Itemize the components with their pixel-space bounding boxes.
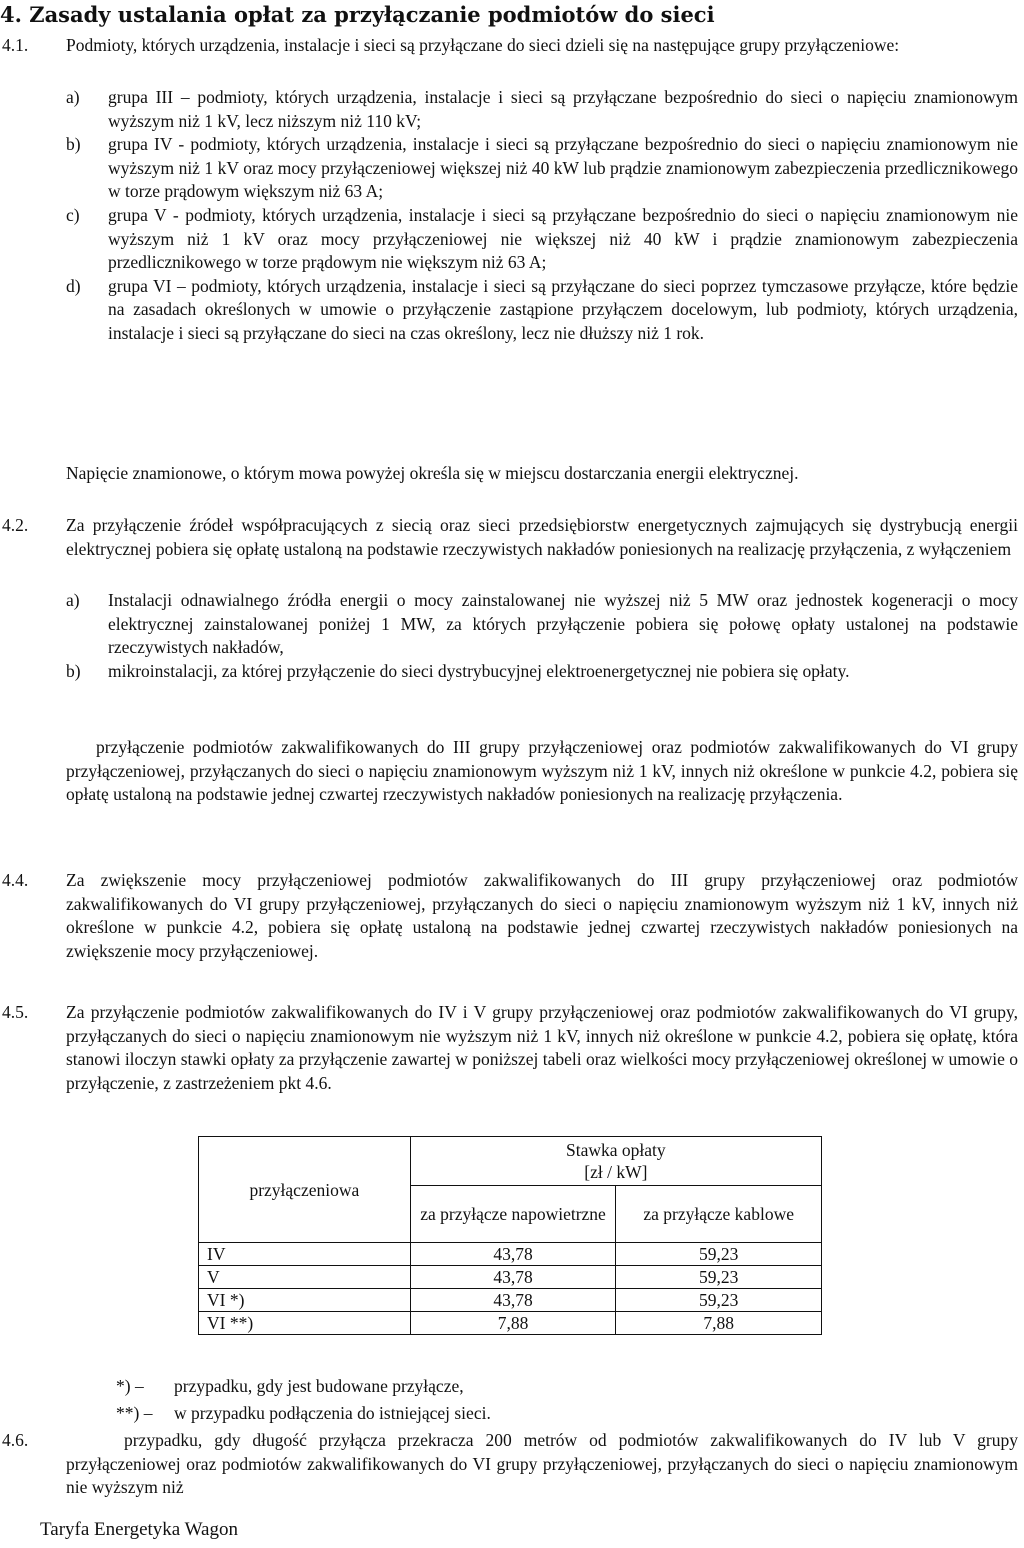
section-4-2-intro: Za przyłączenie źródeł współpracujących z siecią oraz sieci przedsiębiorstw energetycznych zajmujących się dystrybucją energii elektrycznej pobiera się opłatę ustaloną na podstawie rzeczywistych nakładów poniesionych na realizację przyłączenia, z wyłączeniem: [66, 515, 1018, 559]
list-marker: c): [66, 204, 80, 225]
cell-cable: 7,88: [616, 1312, 822, 1335]
column-header-overhead: za przyłącze napowietrzne: [410, 1186, 616, 1243]
cell-group: V: [199, 1266, 411, 1289]
section-number-4-2: 4.2.: [2, 515, 29, 535]
table-row: [199, 1289, 822, 1312]
section-4-5-text: Za przyłączenie podmiotów zakwalifikowanych do IV i V grupy przyłączeniowej oraz podmiotów zakwalifikowanych do VI grupy, przyłączanych do sieci o napięciu znamionowym nie wyższym niż 1 kV, innych niż określone w punkcie 4.2, pobiera się opłatę, która stanowi iloczyn stawki opłaty za przyłączenie zawartej w poniższej tabeli oraz wielkości mocy przyłączeniowej określonej w umowie o przyłączenie, z zastrzeżeniem pkt 4.6.: [66, 1002, 1018, 1093]
list-item-text: grupa V - podmioty, których urządzenia, instalacje i sieci są przyłączane bezpośrednio do sieci o napięciu znamionowym nie wyższym niż 1 kV oraz mocy przyłączeniowej nie większej niż 40 kW i prądzie znamionowym zabezpieczenia przedlicznikowego w torze prądowym nie większym niż 63 A;: [108, 204, 1018, 273]
section-number-4-5: 4.5.: [2, 1002, 29, 1022]
column-header-rate: [410, 1137, 821, 1186]
list-item-text: grupa IV - podmioty, których urządzenia, instalacje i sieci są przyłączane bezpośrednio do sieci o napięciu znamionowym nie wyższym niż 1 kV oraz mocy przyłączeniowej większej niż 40 kW lub prądzie znamionowym zabezpieczenia przedlicznikowego w torze prądowym większym niż 63 A;: [108, 134, 1018, 202]
list-marker: a): [66, 590, 80, 610]
section-4-1-closing: Napięcie znamionowe, o którym mowa powyżej określa się w miejscu dostarczania energii elektrycznej.: [66, 463, 799, 483]
list-item: [66, 133, 1018, 204]
cell-overhead: 43,78: [410, 1266, 616, 1289]
list-item: [66, 86, 1018, 133]
cell-cable: 59,23: [616, 1266, 822, 1289]
column-header-cable: za przyłącze kablowe: [616, 1186, 822, 1243]
list-marker: b): [66, 660, 81, 681]
table-row: [199, 1266, 822, 1289]
list-item-text: grupa VI – podmioty, których urządzenia, instalacje i sieci są przyłączane do sieci poprzez tymczasowe przyłącze, które będzie na zasadach określonych w umowie o przyłączenie zastąpione przyłączem docelowym, lub podmioty, których urządzenia, instalacje i sieci są przyłączane do sieci na czas określony, lecz nie dłuższy niż 1 rok.: [108, 275, 1018, 343]
section-4-4-text: Za zwiększenie mocy przyłączeniowej podmiotów zakwalifikowanych do III grupy przyłączeniowej oraz podmiotów zakwalifikowanych do VI grupy przyłączeniowej, przyłączanych do sieci o napięciu znamionowym wyższym niż 1 kV, innych niż określone w punkcie 4.2, pobiera się opłatę ustaloną na podstawie jednej czwartej rzeczywistych nakładów poniesionych na zwiększenie mocy przyłączeniowej.: [66, 870, 1018, 961]
rate-table: [198, 1136, 822, 1335]
section-number-4-1: 4.1.: [2, 35, 29, 55]
list-item: [66, 204, 1018, 275]
list-item: [66, 660, 1018, 684]
exclusion-list: [66, 589, 1018, 683]
list-item-text: Instalacji odnawialnego źródła energii o mocy zainstalowanej nie wyższej niż 5 MW oraz jednostek kogeneracji o mocy elektrycznej zainstalowanej poniżej 1 MW, za których przyłączenie pobiera się połowę opłaty ustalonej na podstawie rzeczywistych nakładów,: [108, 590, 1018, 658]
cell-overhead: 43,78: [410, 1243, 616, 1266]
list-marker: b): [66, 134, 81, 155]
section-number-4-6: 4.6.: [2, 1430, 29, 1450]
list-item: [66, 275, 1018, 346]
section-4-3-text: przyłączenie podmiotów zakwalifikowanych do III grupy przyłączeniowej oraz podmiotów zakwalifikowanych do VI grupy przyłączeniowej, przyłączanych do sieci o napięciu znamionowym wyższym niż 1 kV, innych niż określone w punkcie 4.2, pobiera się opłatę ustaloną na podstawie jednej czwartej rzeczywistych nakładów poniesionych na realizację przyłączenia.: [66, 737, 1018, 805]
section-number-4-4: 4.4.: [2, 870, 29, 890]
list-marker: d): [66, 275, 81, 296]
column-header-group: przyłączeniowa: [199, 1137, 411, 1243]
list-item-text: grupa III – podmioty, których urządzenia, instalacje i sieci są przyłączane bezpośrednio do sieci o napięciu znamionowym wyższym niż 1 kV, lecz niższym niż 110 kV;: [108, 87, 1018, 131]
cell-cable: 59,23: [616, 1243, 822, 1266]
cell-group: VI *): [199, 1289, 411, 1312]
cell-cable: 59,23: [616, 1289, 822, 1312]
table-row: [199, 1243, 822, 1266]
cell-overhead: 43,78: [410, 1289, 616, 1312]
list-item: [66, 589, 1018, 660]
footnote-mark: *) –: [116, 1376, 144, 1396]
section-heading: 4. Zasady ustalania opłat za przyłączanie podmiotów do sieci: [0, 2, 715, 27]
footnote: [116, 1375, 464, 1398]
cell-group: VI **): [199, 1312, 411, 1335]
table-row: [199, 1312, 822, 1335]
footnote-mark: **) –: [116, 1403, 153, 1423]
list-marker: a): [66, 87, 80, 107]
section-4-6-text: przypadku, gdy długość przyłącza przekracza 200 metrów od podmiotów zakwalifikowanych do IV lub V grupy przyłączeniowej oraz podmiotów zakwalifikowanych do VI grupy przyłączeniowej, przyłączanych do sieci o napięciu znamionowym nie wyższym niż: [66, 1430, 1018, 1498]
footnote-text: przypadku, gdy jest budowane przyłącze,: [174, 1376, 464, 1396]
footnote-text: w przypadku podłączenia do istniejącej sieci.: [174, 1403, 491, 1423]
rate-unit: [zł / kW]: [584, 1162, 648, 1182]
rate-label: Stawka opłaty: [566, 1140, 666, 1160]
cell-group: IV: [199, 1243, 411, 1266]
list-item-text: mikroinstalacji, za której przyłączenie do sieci dystrybucyjnej elektroenergetycznej nie pobiera się opłaty.: [108, 660, 850, 681]
footnote: [116, 1402, 491, 1425]
group-list: [66, 86, 1018, 346]
cell-overhead: 7,88: [410, 1312, 616, 1335]
page-footer: Taryfa Energetyka Wagon: [40, 1519, 238, 1540]
section-4-1-intro: Podmioty, których urządzenia, instalacje i sieci są przyłączane do sieci dzieli się na następujące grupy przyłączeniowe:: [66, 35, 900, 55]
table-header-row: [199, 1137, 822, 1186]
